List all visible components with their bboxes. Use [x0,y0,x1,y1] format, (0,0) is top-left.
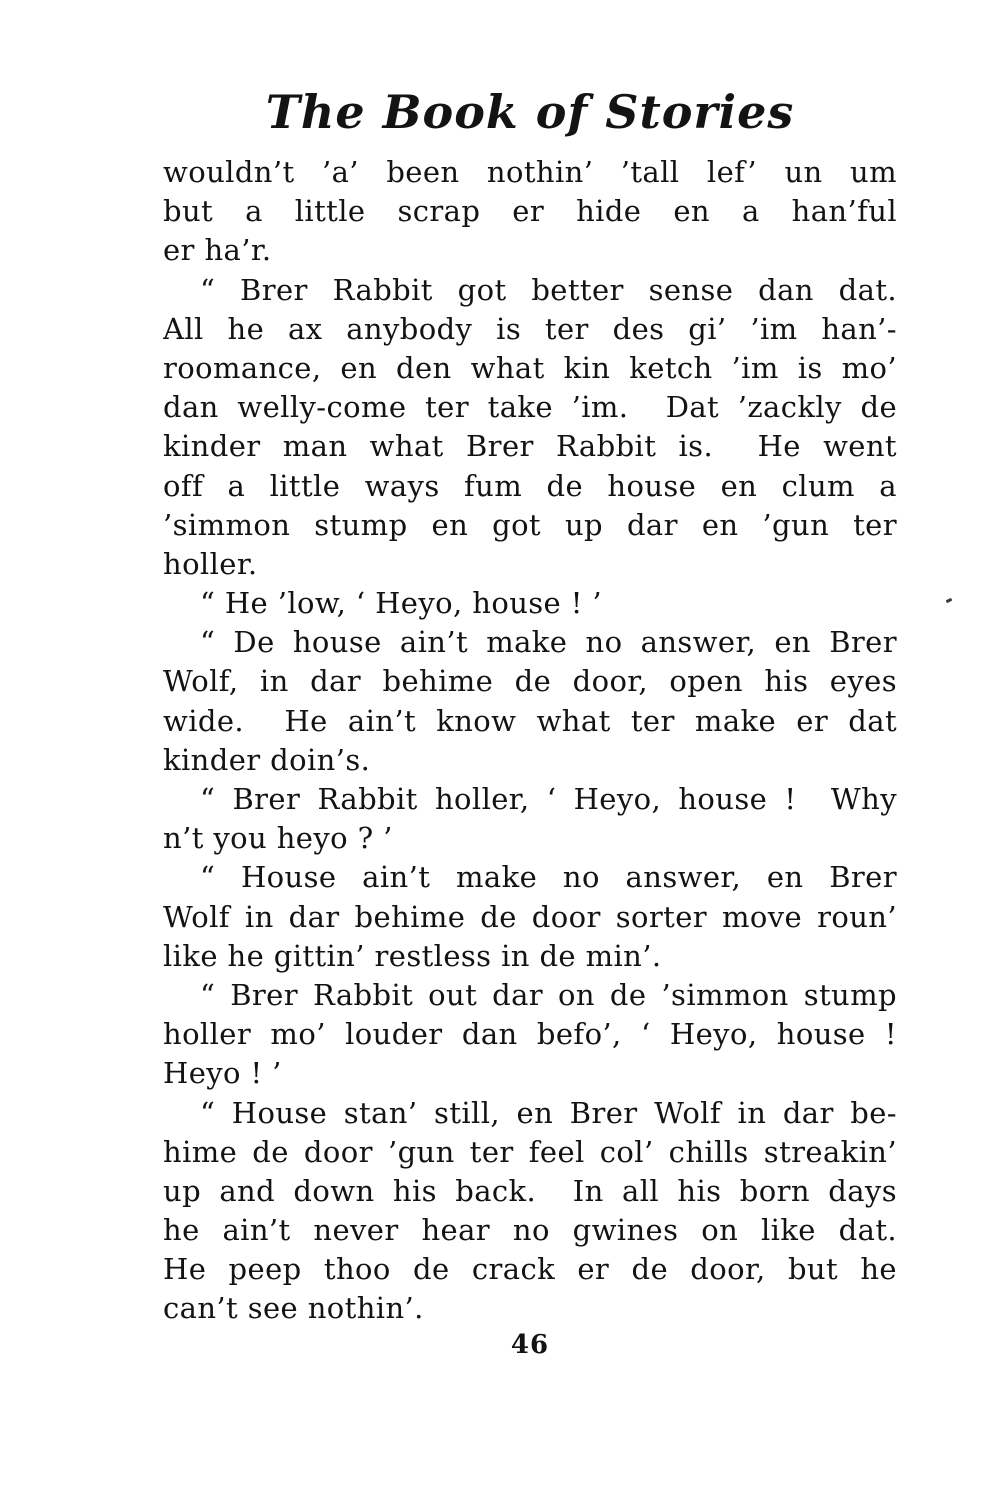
text-line: holler. [163,546,258,581]
text-line: kinder doin’s. [163,742,371,777]
page-number: 46 [510,1330,550,1360]
text-line: dan welly-come ter take ’im. Dat ’zackly de [163,390,897,425]
text-line: “ Brer Rabbit got better sense dan dat. [200,272,897,307]
text-line: All he ax anybody is ter des gi’ ’im han’- [163,311,897,346]
text-line: he ain’t never hear no gwines on like dat. [163,1213,897,1248]
text-line: but a little scrap er hide en a han’ful [163,194,897,229]
page-title: The Book of Stories [265,85,795,139]
text-line: Wolf, in dar behime de door, open his eyes [163,664,897,699]
text-line: “ He ’low, ‘ Heyo, house ! ’ [200,586,603,621]
text-block [163,153,897,1329]
text-line: holler mo’ louder dan befo’, ‘ Heyo, house ! [163,1017,897,1052]
text-line: up and down his back. In all his born days [163,1173,897,1208]
text-line: can’t see nothin’. [163,1291,424,1326]
text-line: “ House stan’ still, en Brer Wolf in dar be- [200,1095,897,1130]
text-line: wide. He ain’t know what ter make er dat [163,703,897,738]
text-line: “ Brer Rabbit holler, ‘ Heyo, house ! Why [200,782,897,816]
text-line: hime de door ’gun ter feel col’ chills streakin’ [163,1134,897,1169]
text-line: kinder man what Brer Rabbit is. He went [163,429,897,464]
scan-artifact [946,598,953,603]
text-line: off a little ways fum de house en clum a [163,468,897,503]
text-line: He peep thoo de crack er de door, but he [163,1252,897,1287]
text-line: “ De house ain’t make no answer, en Brer [200,625,897,660]
text-line: ’simmon stump en got up dar en ’gun ter [163,507,897,542]
text-line: roomance, en den what kin ketch ’im is mo’ [163,350,897,385]
text-line: wouldn’t ’a’ been nothin’ ’tall lef’ un um [163,155,897,189]
text-line: “ House ain’t make no answer, en Brer [200,860,897,895]
text-line: Heyo ! ’ [163,1056,282,1091]
text-line: Wolf in dar behime de door sorter move roun’ [163,899,897,934]
text-line: er ha’r. [163,233,272,268]
text-line: n’t you heyo ? ’ [163,821,393,856]
text-line: like he gittin’ restless in de min’. [163,938,662,973]
text-line: “ Brer Rabbit out dar on de ’simmon stump [200,977,897,1012]
